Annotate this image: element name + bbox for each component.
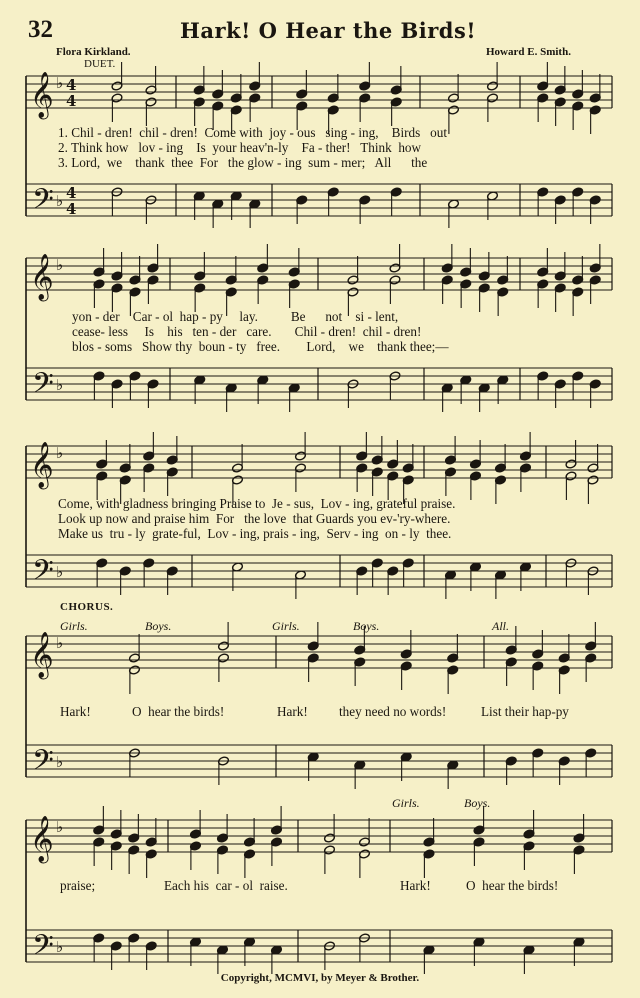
copyright-footer: Copyright, MCMVI, by Meyer & Brother. <box>220 972 420 984</box>
chorus-lyric: Hark! <box>277 704 308 719</box>
chorus-lyric: O hear the birds! <box>132 704 225 719</box>
chorus-lyric: Hark! <box>400 878 431 893</box>
svg-text:4: 4 <box>66 76 77 94</box>
composer-credit: Howard E. Smith. <box>486 46 571 58</box>
chorus-lyric: praise; <box>60 878 96 893</box>
chorus-lyric: they need no words! <box>339 704 447 719</box>
chorus-lyric: Each his car - ol raise. <box>164 878 288 893</box>
svg-text:𝄞: 𝄞 <box>30 816 54 862</box>
svg-text:♭: ♭ <box>56 938 64 956</box>
verse-1-line-3: Come, with gladness bringing Praise to Je - sus, Lov - ing, grateful praise. <box>58 496 456 511</box>
svg-text:♭: ♭ <box>56 376 64 394</box>
direction-boys: Boys. <box>145 619 172 633</box>
chorus-lyric: Hark! <box>60 704 91 719</box>
verse-2-line-3: Look up now and praise him For the love that Guards you ev-'ry-where. <box>58 511 451 526</box>
svg-text:𝄞: 𝄞 <box>30 72 54 118</box>
direction-all: All. <box>492 619 509 633</box>
hymn-title: Hark! O Hear the Birds! <box>180 18 477 43</box>
svg-text:4: 4 <box>66 184 77 202</box>
verse-1-line-1: 1. Chil - dren! chil - dren! Come with joy - ous sing - ing, Birds out <box>58 125 447 140</box>
direction-girls: Girls. <box>392 796 420 810</box>
chorus-lyric: List their hap-py <box>481 704 569 719</box>
svg-text:♭: ♭ <box>56 753 64 771</box>
svg-text:𝄢: 𝄢 <box>32 554 54 594</box>
svg-text:♭: ♭ <box>56 192 64 210</box>
svg-text:♭: ♭ <box>56 563 64 581</box>
svg-text:♭: ♭ <box>56 818 64 836</box>
svg-text:4: 4 <box>66 92 77 110</box>
svg-text:♭: ♭ <box>56 256 64 274</box>
svg-text:♭: ♭ <box>56 444 64 462</box>
direction-girls: Girls. <box>272 619 300 633</box>
voicing-label: DUET. <box>84 58 116 70</box>
direction-girls: Girls. <box>60 619 88 633</box>
verse-3-line-3: Make us tru - ly grate-ful, Lov - ing, prais - ing, Serv - ing on - ly thee. <box>58 526 452 541</box>
svg-text:4: 4 <box>66 200 77 218</box>
svg-text:𝄢: 𝄢 <box>32 929 54 969</box>
verse-2-line-1: 2. Think how lov - ing Is your heav'n-ly Fa - ther! Think how <box>58 140 422 155</box>
chorus-lyric: O hear the birds! <box>466 878 559 893</box>
svg-text:𝄢: 𝄢 <box>32 367 54 407</box>
lyricist-credit: Flora Kirkland. <box>56 46 131 58</box>
direction-boys: Boys. <box>464 796 491 810</box>
svg-text:♭: ♭ <box>56 634 64 652</box>
svg-text:𝄢: 𝄢 <box>32 744 54 784</box>
hymn-number: 32 <box>28 16 53 43</box>
svg-text:𝄞: 𝄞 <box>30 254 54 300</box>
svg-text:𝄢: 𝄢 <box>32 183 54 223</box>
chorus-heading: CHORUS. <box>60 601 114 613</box>
verse-3-line-2: blos - soms Show thy boun - ty free. Lord, we thank thee;— <box>72 339 449 354</box>
verse-1-line-2: yon - der Car - ol hap - py lay. Be not si - lent, <box>72 309 399 324</box>
svg-text:𝄞: 𝄞 <box>30 442 54 488</box>
svg-text:♭: ♭ <box>56 74 64 92</box>
verse-3-line-1: 3. Lord, we thank thee For the glow - ing sum - mer; All the <box>58 155 428 170</box>
verse-2-line-2: cease- less Is his ten - der care. Chil - dren! chil - dren! <box>72 324 422 339</box>
direction-boys: Boys. <box>353 619 380 633</box>
svg-text:𝄞: 𝄞 <box>30 632 54 678</box>
